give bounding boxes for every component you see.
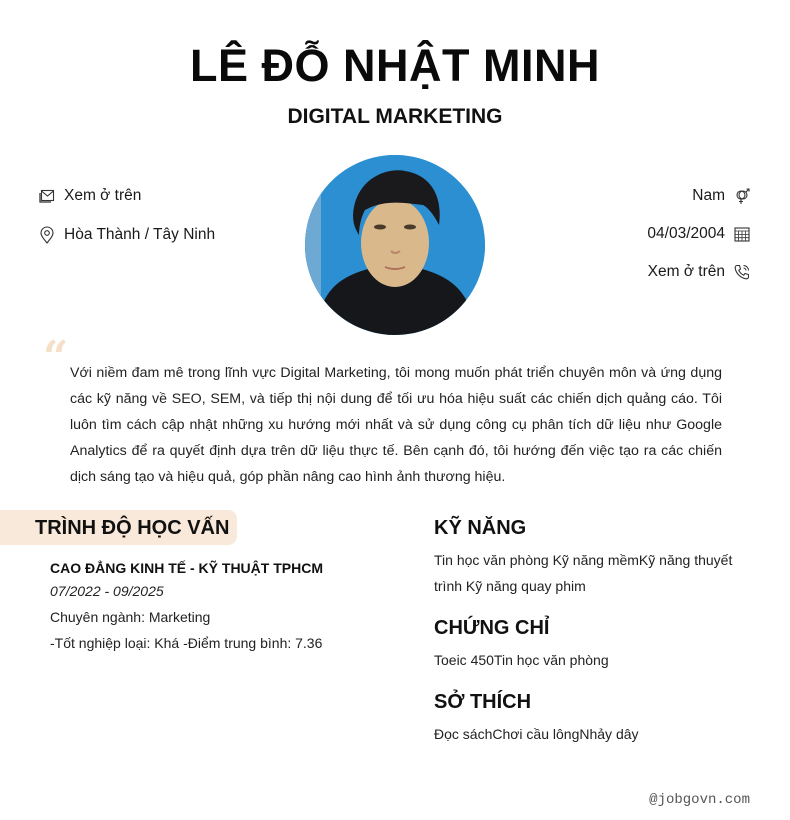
job-title: DIGITAL MARKETING [287,105,503,128]
contact-phone [647,262,751,282]
contact-birthdate-text: 04/03/2004 [647,225,725,242]
contact-gender [647,186,751,206]
certificates-section [434,615,744,673]
watermark: @jobgovn.com [649,792,750,808]
hobbies-text: Đọc sáchChơi cầu lôngNhảy dây [434,726,639,742]
summary-text: Với niềm đam mê trong lĩnh vực Digital Marketing, tôi mong muốn phát triển chuyên môn và ứng dụng các kỹ năng về SEO, SEM, và tiếp thị nội dung để tối ưu hóa hiệu suất các chiến dịch quảng cáo. Tôi luôn tìm cách cập nhật những xu hướng mới nhất và sử dụng công cụ phân tích dữ liệu như Google Analytics để ra quyết định dựa trên dữ liệu thực tế. Bên cạnh đó, tôi hướng đến việc tạo ra các chiến dịch sáng tạo và hiệu quả, góp phần nâng cao hình ảnh thương hiệu. [70,365,722,485]
skills-text: Tin học văn phòng Kỹ năng mềmKỹ năng thuyết trình Kỹ năng quay phim [434,552,733,594]
phone-icon [733,263,751,281]
contact-address [38,225,215,245]
school-name: CAO ĐẲNG KINH TẾ - KỸ THUẬT TPHCM [50,560,323,576]
certificates-title: CHỨNG CHỈ [434,617,550,639]
hobbies-title: SỞ THÍCH [434,691,532,713]
contact-address-text: Hòa Thành / Tây Ninh [64,226,216,243]
education-result: -Tốt nghiệp loại: Khá -Điểm trung bình: 7.36 [50,635,323,651]
contact-right [647,186,751,300]
envelope-icon [38,187,56,205]
education-major: Chuyên ngành: Marketing [50,609,211,625]
hobbies-section [434,689,744,747]
certificates-text: Toeic 450Tin học văn phòng [434,652,609,668]
education-dates: 07/2022 - 09/2025 [50,583,164,599]
contact-birthdate [647,224,751,244]
contact-gender-text: Nam [692,187,725,204]
contact-left [38,186,215,264]
gender-icon [733,187,751,205]
education-entry [50,558,390,656]
contact-phone-text: Xem ở trên [647,263,725,280]
contact-email-text: Xem ở trên [64,187,142,204]
calendar-icon [733,225,751,243]
education-title: TRÌNH ĐỘ HỌC VẤN [35,517,230,539]
skills-section [434,515,744,599]
quote-icon: “ [43,332,69,383]
location-pin-icon [38,226,56,244]
candidate-name: LÊ ĐỖ NHẬT MINH [190,40,600,91]
avatar [305,155,485,335]
contact-email [38,186,215,206]
avatar-photo [305,155,485,335]
skills-title: KỸ NĂNG [434,517,527,539]
right-column [434,515,744,747]
education-header [0,510,237,545]
